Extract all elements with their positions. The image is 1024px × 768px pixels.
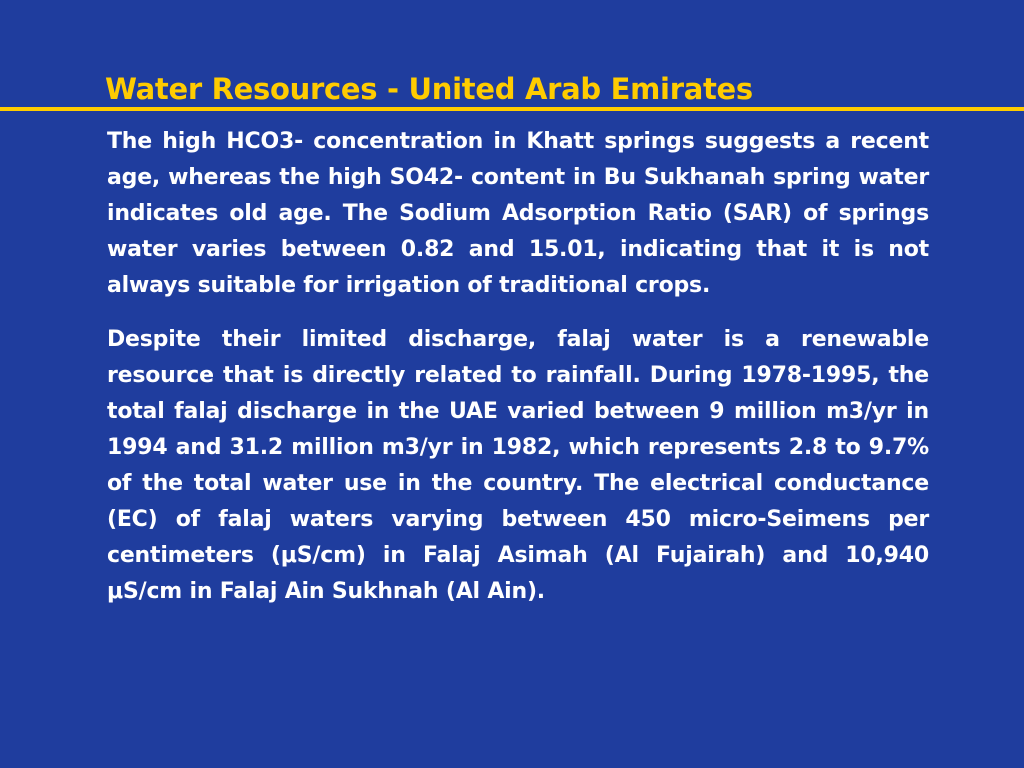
slide-body: [107, 124, 929, 610]
slide-title: Water Resources - United Arab Emirates: [105, 72, 753, 106]
paragraph-spring-chemistry: The high HCO3- concentration in Khatt springs suggests a recent age, whereas the high SO42- content in Bu Sukhanah spring water indicates old age. The Sodium Adsorption Ratio (SAR) of springs water varies between 0.82 and 15.01, indicating that it is not always suitable for irrigation of traditional crops.: [107, 129, 929, 298]
paragraph-falaj-discharge: Despite their limited discharge, falaj water is a renewable resource that is directly related to rainfall. During 1978-1995, the total falaj discharge in the UAE varied between 9 million m3/yr in 1994 and 31.2 million m3/yr in 1982, which represents 2.8 to 9.7% of the total water use in the country. The electrical conductance (EC) of falaj waters varying between 450 micro-Seimens per centimeters (μS/cm) in Falaj Asimah (Al Fujairah) and 10,940 μS/cm in Falaj Ain Sukhnah (Al Ain).: [107, 327, 929, 604]
title-underline-rule: [0, 107, 1024, 111]
